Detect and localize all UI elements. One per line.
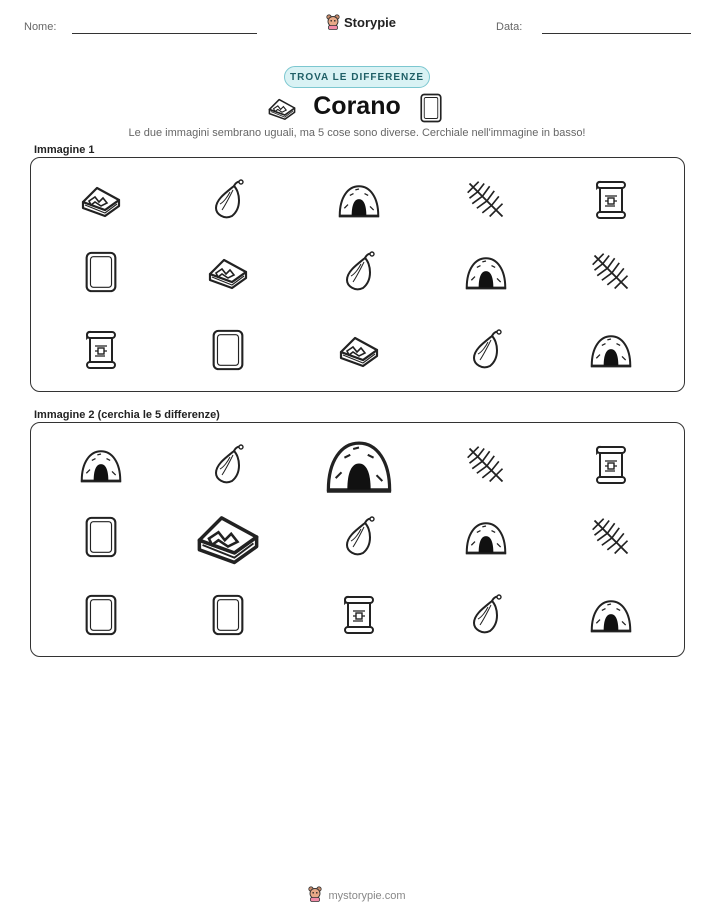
footer-url[interactable]: mystorypie.com (328, 889, 406, 902)
panel1 (30, 157, 685, 392)
cave-icon[interactable] (464, 250, 508, 294)
date-label: Data: (496, 21, 523, 33)
panel2-label: Immagine 2 (cerchia le 5 differenze) (34, 409, 220, 421)
frame-icon[interactable] (79, 515, 123, 559)
page-title: Corano (313, 92, 401, 120)
palm-leaf-icon[interactable] (464, 178, 508, 222)
name-field[interactable] (72, 33, 257, 34)
activity-badge: TROVA LE DIFFERENZE (284, 66, 430, 88)
cave-icon[interactable] (464, 515, 508, 559)
quran-book-icon[interactable] (193, 502, 263, 572)
cave-icon[interactable] (79, 443, 123, 487)
fig-icon[interactable] (206, 443, 250, 487)
footer (0, 886, 714, 905)
quran-book-icon[interactable] (79, 178, 123, 222)
name-label: Nome: (24, 21, 57, 33)
frame-icon[interactable] (206, 328, 250, 372)
fig-icon[interactable] (464, 593, 508, 637)
palm-leaf-icon[interactable] (589, 515, 633, 559)
bear-logo-icon (308, 886, 322, 905)
panel2 (30, 422, 685, 657)
fig-icon[interactable] (337, 515, 381, 559)
panel1-label: Immagine 1 (34, 144, 95, 156)
scroll-icon[interactable] (589, 178, 633, 222)
cave-icon[interactable] (324, 430, 394, 500)
date-field[interactable] (542, 33, 691, 34)
frame-icon[interactable] (206, 593, 250, 637)
fig-icon[interactable] (464, 328, 508, 372)
brand-logo (326, 14, 396, 30)
palm-leaf-icon[interactable] (589, 250, 633, 294)
cave-icon[interactable] (337, 178, 381, 222)
frame-icon (419, 92, 443, 129)
scroll-icon[interactable] (337, 593, 381, 637)
quran-book-icon[interactable] (206, 250, 250, 294)
palm-leaf-icon[interactable] (464, 443, 508, 487)
cave-icon[interactable] (589, 328, 633, 372)
instructions: Le due immagini sembrano uguali, ma 5 cose sono diverse. Cerchiale nell'immagine in basso! (128, 127, 586, 139)
fig-icon[interactable] (337, 250, 381, 294)
frame-icon[interactable] (79, 593, 123, 637)
scroll-icon[interactable] (589, 443, 633, 487)
scroll-icon[interactable] (79, 328, 123, 372)
brand-name: Storypie (344, 14, 397, 30)
bear-logo-icon (326, 14, 340, 30)
cave-icon[interactable] (589, 593, 633, 637)
fig-icon[interactable] (206, 178, 250, 222)
quran-book-icon[interactable] (337, 328, 381, 372)
frame-icon[interactable] (79, 250, 123, 294)
